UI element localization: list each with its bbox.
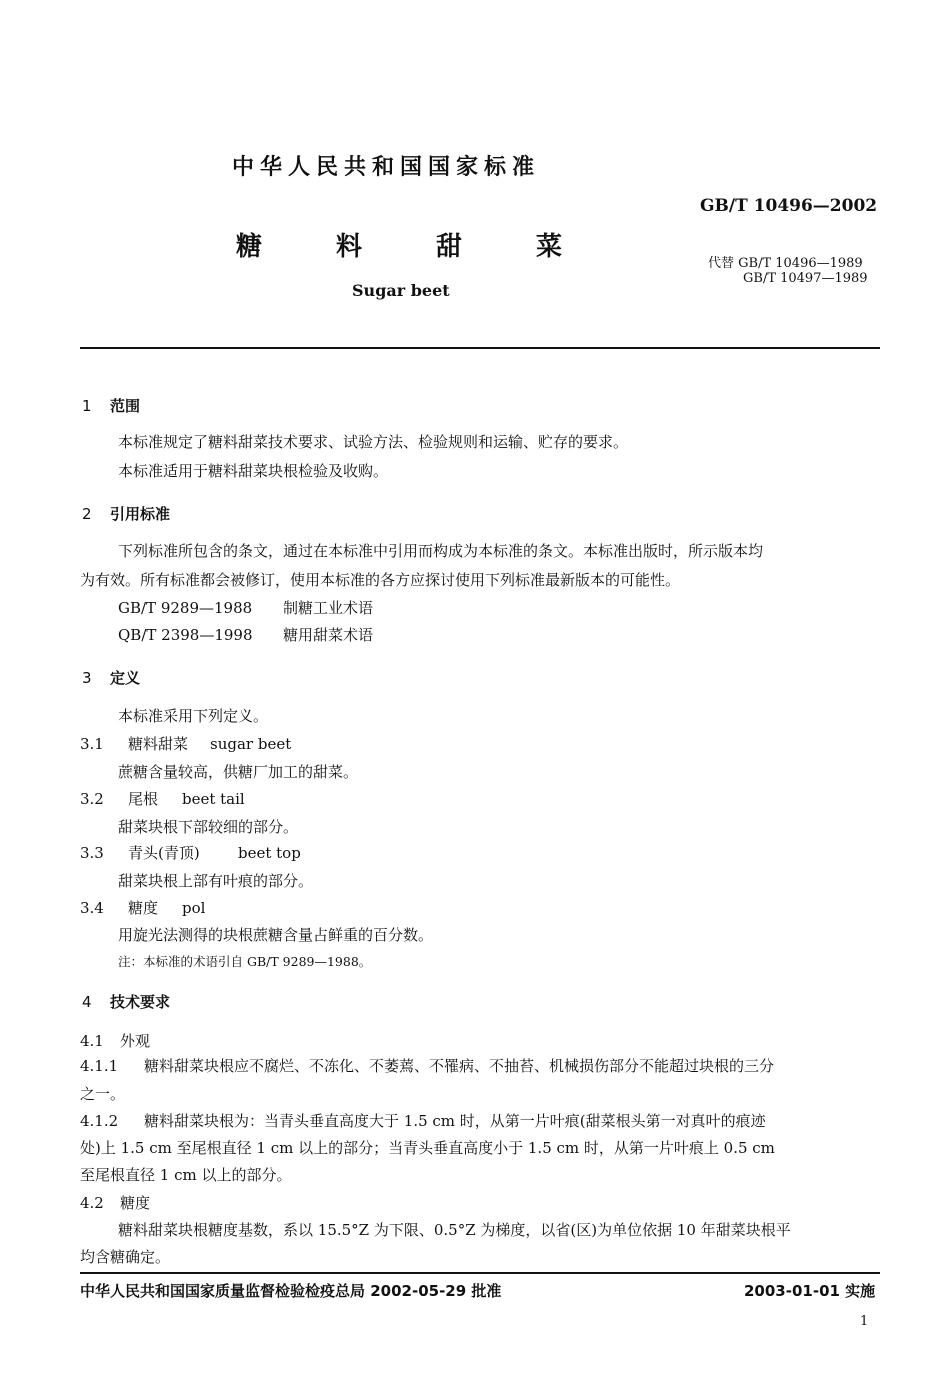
footer-divider — [80, 1272, 880, 1274]
reference-item: QB/T 2398—1998 糖用甜菜术语 — [118, 626, 374, 644]
title-char: 甜 — [436, 232, 463, 262]
paragraph: 本标准采用下列定义。 — [118, 707, 269, 725]
paragraph: 均含糖确定。 — [80, 1248, 171, 1266]
paragraph: 至尾根直径 1 cm 以上的部分。 — [80, 1166, 292, 1184]
header-divider — [80, 347, 880, 349]
paragraph: 4.1.1 糖料甜菜块根应不腐烂、不冻化、不萎蔫、不罹病、不抽苔、机械损伤部分不能超过块根的三分 — [80, 1057, 775, 1075]
definition-text: 甜菜块根上部有叶痕的部分。 — [118, 872, 314, 890]
definition-text: 甜菜块根下部较细的部分。 — [118, 818, 299, 836]
paragraph: 之一。 — [80, 1085, 126, 1103]
definition-text: 蔗糖含量较高，供糖厂加工的甜菜。 — [118, 763, 359, 781]
paragraph: 处)上 1.5 cm 至尾根直径 1 cm 以上的部分；当青头垂直高度小于 1.5 cm 时，从第一片叶痕上 0.5 cm — [80, 1139, 775, 1157]
definition-term: 3.2 尾根 beet tail — [80, 790, 245, 808]
definition-term: 3.3 青头(青顶) beet top — [80, 844, 301, 862]
section-heading: 3 定义 — [82, 669, 141, 687]
definition-term: 3.4 糖度 pol — [80, 899, 206, 917]
paragraph: 下列标准所包含的条文，通过在本标准中引用而构成为本标准的条文。本标准出版时，所示版本均 — [118, 542, 764, 560]
replaces-line: 代替 GB/T 10496—1989 — [708, 256, 863, 271]
english-title: Sugar beet — [352, 281, 450, 300]
paragraph: 本标准规定了糖料甜菜技术要求、试验方法、检验规则和运输、贮存的要求。 — [118, 433, 629, 451]
definition-text: 用旋光法测得的块根蔗糖含量占鲜重的百分数。 — [118, 926, 434, 944]
title-char: 糖 — [236, 232, 263, 262]
section-heading: 4 技术要求 — [82, 993, 171, 1011]
replaces-block — [708, 256, 868, 286]
approval-statement: 中华人民共和国国家质量监督检验检疫总局 2002-05-29 批准 — [80, 1282, 502, 1300]
section-heading: 1 范围 — [82, 397, 141, 415]
standard-number: GB/T 10496—2002 — [700, 196, 878, 216]
note: 注：本标准的术语引自 GB/T 9289—1988。 — [118, 954, 372, 969]
title-char: 菜 — [536, 232, 563, 262]
definition-term: 3.1 糖料甜菜 sugar beet — [80, 735, 292, 753]
paragraph: 糖料甜菜块根糖度基数，系以 15.5°Z 为下限、0.5°Z 为梯度，以省(区)为单位依据 10 年甜菜块根平 — [118, 1221, 791, 1239]
title-char: 料 — [336, 232, 363, 262]
subsection-heading: 4.1 外观 — [80, 1032, 151, 1050]
replaces-line: GB/T 10497—1989 — [743, 271, 868, 286]
subsection-heading: 4.2 糖度 — [80, 1194, 151, 1212]
page-number: 1 — [860, 1314, 869, 1329]
paragraph: 为有效。所有标准都会被修订，使用本标准的各方应探讨使用下列标准最新版本的可能性。 — [80, 571, 681, 589]
reference-item: GB/T 9289—1988 制糖工业术语 — [118, 599, 374, 617]
document-title — [236, 226, 636, 263]
paragraph: 4.1.2 糖料甜菜块根为：当青头垂直高度大于 1.5 cm 时，从第一片叶痕(甜菜根头第一对真叶的痕迹 — [80, 1112, 766, 1130]
paragraph: 本标准适用于糖料甜菜块根检验及收购。 — [118, 462, 389, 480]
document-header-title: 中华人民共和国国家标准 — [232, 155, 541, 180]
implementation-date: 2003-01-01 实施 — [744, 1282, 876, 1300]
section-heading: 2 引用标准 — [82, 505, 171, 523]
